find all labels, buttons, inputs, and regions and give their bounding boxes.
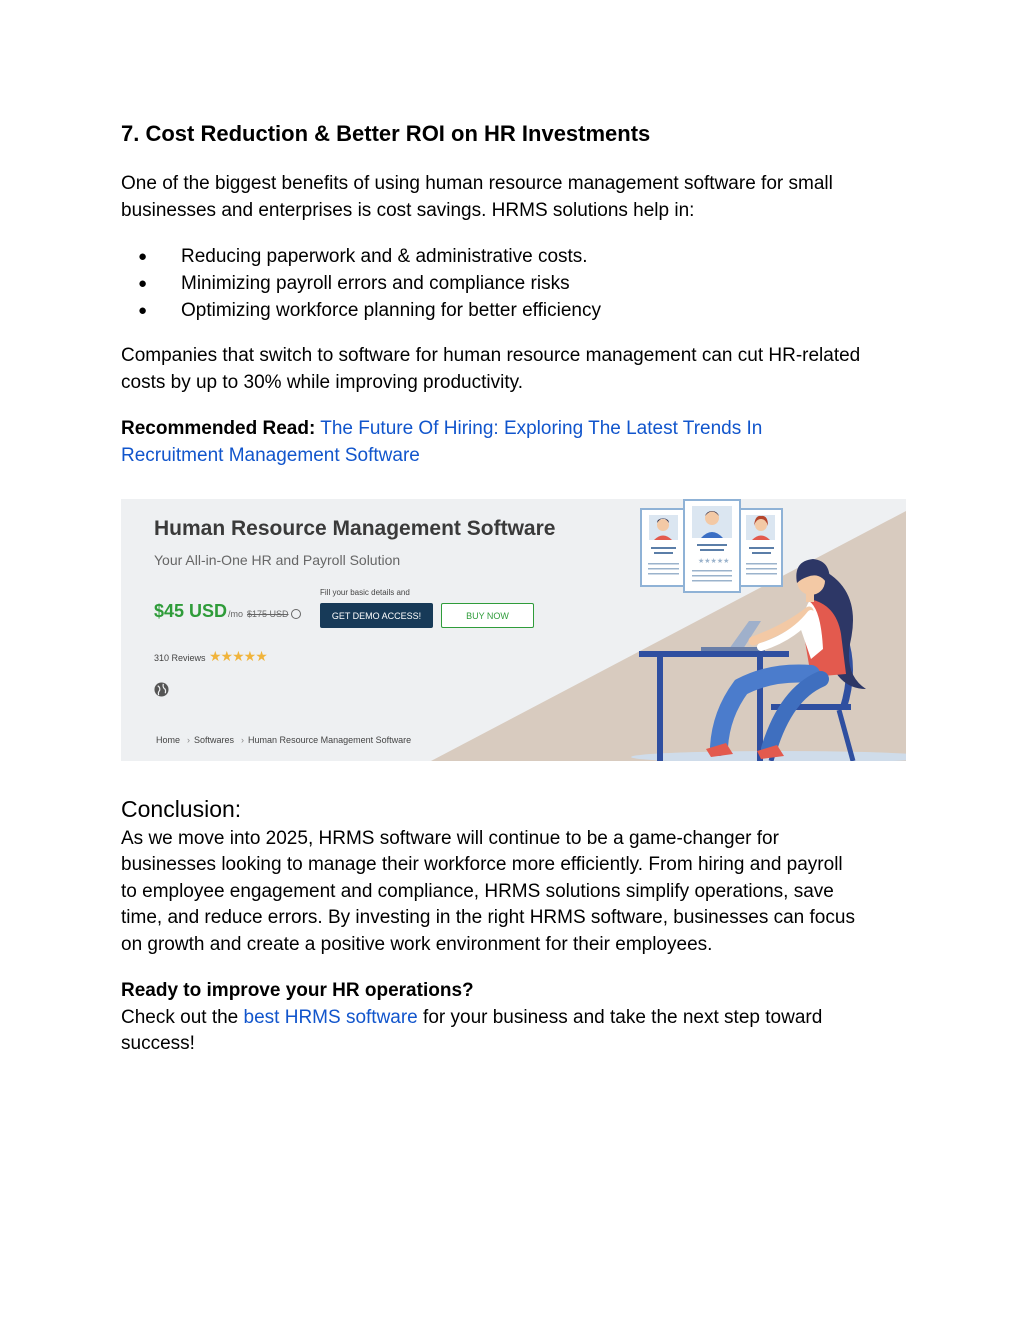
reviews-count: 310 Reviews: [154, 653, 206, 663]
summary-paragraph: [121, 343, 911, 396]
old-price: $175 USD: [247, 609, 289, 619]
product-banner-image: [121, 499, 906, 761]
list-item: ● Optimizing workforce planning for better efficiency: [121, 297, 601, 324]
price: $45 USD: [154, 601, 228, 621]
summary-line-2: costs by up to 30% while improving productivity.: [121, 371, 523, 393]
list-item: ● Reducing paperwork and & administrative costs.: [121, 243, 601, 270]
get-demo-button[interactable]: GET DEMO ACCESS!: [320, 603, 433, 628]
breadcrumb-current: Human Resource Management Software: [248, 735, 412, 745]
benefits-list: [121, 243, 601, 324]
conclusion-line: on growth and create a positive work environment for their employees.: [121, 933, 713, 955]
resume-card-center: [684, 500, 740, 592]
price-period: /mo: [228, 609, 244, 619]
conclusion-line: time, and reduce errors. By investing in the right HRMS software, businesses can focus: [121, 907, 855, 928]
banner-title: Human Resource Management Software: [154, 517, 556, 540]
recommended-read: [121, 416, 911, 469]
conclusion-line: As we move into 2025, HRMS software will continue to be a game-changer for: [121, 827, 779, 849]
recommended-link-line-1: The Future Of Hiring: Exploring The Latest Trends In: [320, 418, 763, 439]
conclusion-line: to employee engagement and compliance, HRMS solutions simplify operations, save: [121, 880, 834, 902]
recommended-link-line-2: Recruitment Management Software: [121, 444, 420, 466]
summary-line-1: Companies that switch to software for human resource management can cut HR-related: [121, 345, 861, 366]
recommended-label: Recommended Read:: [121, 418, 316, 439]
resume-card-right: [739, 509, 782, 586]
breadcrumb: Home › Softwares › Human Resource Management Software: [156, 735, 412, 745]
cta-heading: Ready to improve your HR operations?: [121, 980, 474, 1001]
conclusion-line: businesses looking to manage their workforce more efficiently. From hiring and payroll: [121, 854, 843, 875]
breadcrumb-home[interactable]: Home: [156, 735, 181, 745]
intro-line-2: businesses and enterprises is cost savings. HRMS solutions help in:: [121, 199, 695, 221]
cta-suffix: for your business and take the next step toward: [417, 1006, 823, 1028]
conclusion-heading: Conclusion:: [121, 796, 242, 822]
buy-now-button[interactable]: BUY NOW: [441, 603, 534, 628]
intro-line-1: One of the biggest benefits of using human resource management software for small: [121, 173, 833, 194]
conclusion-block: [121, 795, 911, 958]
cta-line-2: success!: [121, 1033, 195, 1054]
cta-block: [121, 978, 911, 1058]
woman-at-desk-illustration: [121, 499, 906, 761]
svg-text:★★★★★: ★★★★★: [698, 557, 730, 565]
list-item: ● Minimizing payroll errors and compliance risks: [121, 270, 601, 297]
fill-note: Fill your basic details and: [320, 588, 410, 597]
best-hrms-link[interactable]: best HRMS software: [243, 1006, 418, 1028]
rating-stars: ★★★★★: [209, 648, 267, 664]
cta-prefix: Check out the: [121, 1006, 244, 1028]
breadcrumb-softwares[interactable]: Softwares: [194, 735, 235, 745]
section-title: 7. Cost Reduction & Better ROI on HR Investments: [121, 121, 651, 146]
resume-card-left: [641, 509, 686, 586]
intro-paragraph: [121, 171, 911, 224]
banner-subtitle: Your All-in-One HR and Payroll Solution: [154, 552, 401, 568]
